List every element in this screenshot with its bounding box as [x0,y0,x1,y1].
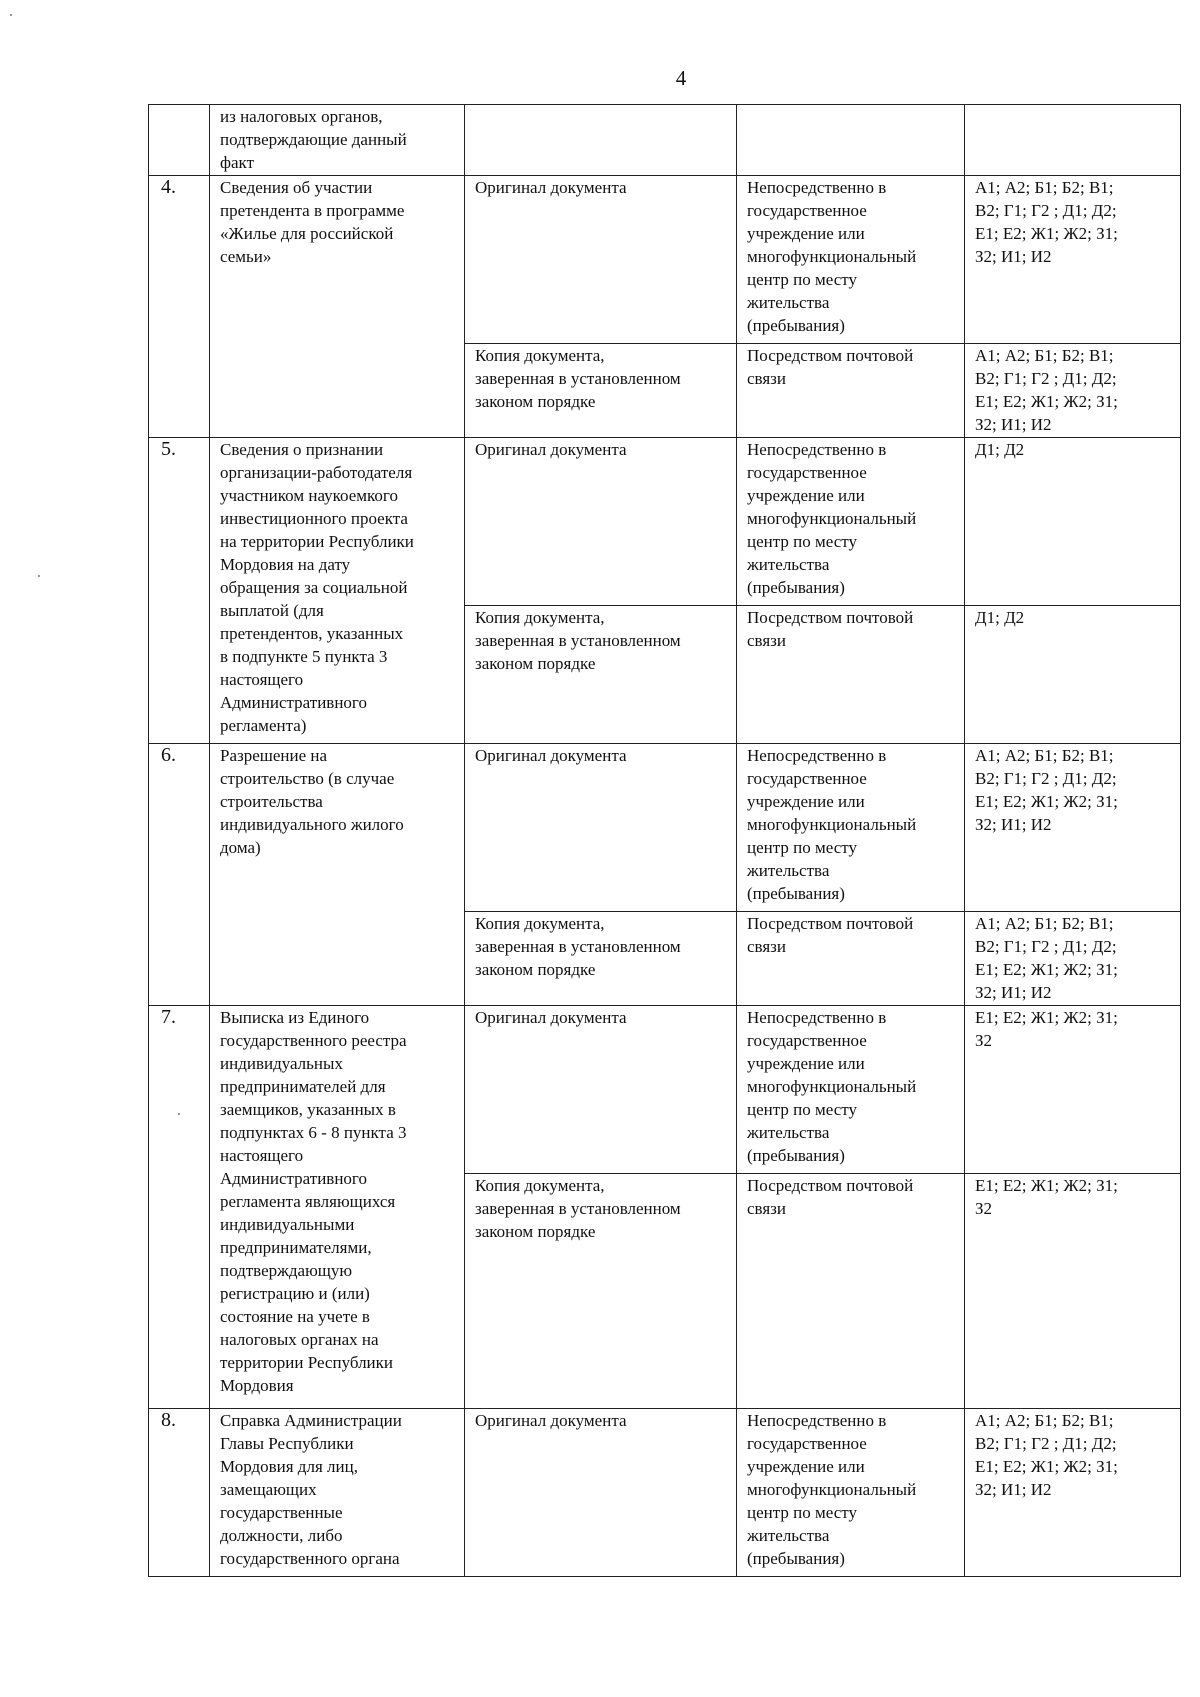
applicant-categories-cell: А1; А2; Б1; Б2; В1; В2; Г1; Г2 ; Д1; Д2; Е1; Е2; Ж1; Ж2; З1; З2; И1; И2 [965,912,1181,1006]
row-number-cell: 5. [149,438,210,744]
submission-way-cell: Непосредственно в государственное учреждение или многофункциональный центр по месту жительства (пребывания) [737,1006,965,1174]
applicant-categories-cell: А1; А2; Б1; Б2; В1; В2; Г1; Г2 ; Д1; Д2; Е1; Е2; Ж1; Ж2; З1; З2; И1; И2 [965,744,1181,912]
table-row [149,176,1181,344]
submission-form-cell: Копия документа, заверенная в установленном законом порядке [465,606,737,744]
submission-form-cell: Оригинал документа [465,438,737,606]
document-name-cell: из налоговых органов, подтверждающие данный факт [210,105,465,176]
applicant-categories-cell: А1; А2; Б1; Б2; В1; В2; Г1; Г2 ; Д1; Д2; Е1; Е2; Ж1; Ж2; З1; З2; И1; И2 [965,1409,1181,1577]
scan-speck [38,575,40,577]
document-name-cell: Справка Администрации Главы Республики Мордовия для лиц, замещающих государственные должности, либо государственного органа [210,1409,465,1577]
applicant-categories-cell: Д1; Д2 [965,438,1181,606]
submission-form-cell: Оригинал документа [465,744,737,912]
submission-form-cell: Оригинал документа [465,1006,737,1174]
applicant-categories-cell: Д1; Д2 [965,606,1181,744]
row-number-cell: 6. [149,744,210,1006]
applicant-categories-cell: А1; А2; Б1; Б2; В1; В2; Г1; Г2 ; Д1; Д2; Е1; Е2; Ж1; Ж2; З1; З2; И1; И2 [965,344,1181,438]
table-row [149,1409,1181,1577]
applicant-categories-cell: Е1; Е2; Ж1; Ж2; З1; З2 [965,1006,1181,1174]
page-number: 4 [675,66,687,90]
documents-table [148,104,1181,1577]
submission-way-cell: Посредством почтовой связи [737,1174,965,1409]
document-name-cell: Разрешение на строительство (в случае строительства индивидуального жилого дома) [210,744,465,1006]
submission-form-cell: Копия документа, заверенная в установленном законом порядке [465,344,737,438]
table-row [149,744,1181,912]
submission-form-cell: Оригинал документа [465,1409,737,1577]
submission-way-cell: Посредством почтовой связи [737,344,965,438]
submission-way-cell: Непосредственно в государственное учреждение или многофункциональный центр по месту жительства (пребывания) [737,438,965,606]
row-number-cell: 4. [149,176,210,438]
submission-way-cell: Непосредственно в государственное учреждение или многофункциональный центр по месту жительства (пребывания) [737,1409,965,1577]
document-name-cell: Сведения об участии претендента в программе «Жилье для российской семьи» [210,176,465,438]
submission-form-cell: Оригинал документа [465,176,737,344]
applicant-categories-cell: Е1; Е2; Ж1; Ж2; З1; З2 [965,1174,1181,1409]
applicant-categories-cell [965,105,1181,176]
submission-form-cell: Копия документа, заверенная в установленном законом порядке [465,1174,737,1409]
submission-way-cell: Посредством почтовой связи [737,912,965,1006]
scan-speck [10,14,12,16]
submission-form-cell: Копия документа, заверенная в установленном законом порядке [465,912,737,1006]
row-number-cell: 7. [149,1006,210,1409]
applicant-categories-cell: А1; А2; Б1; Б2; В1; В2; Г1; Г2 ; Д1; Д2; Е1; Е2; Ж1; Ж2; З1; З2; И1; И2 [965,176,1181,344]
table-row [149,1006,1181,1174]
submission-form-cell [465,105,737,176]
table-row-continuation [149,105,1181,176]
submission-way-cell [737,105,965,176]
row-number-cell [149,105,210,176]
submission-way-cell: Непосредственно в государственное учреждение или многофункциональный центр по месту жительства (пребывания) [737,744,965,912]
document-name-cell: Сведения о признании организации-работодателя участником наукоемкого инвестиционного проекта на территории Республики Мордовия на дату обращения за социальной выплатой (для претендентов, указанных в подпункте 5 пункта 3 настоящего Административного регламента) [210,438,465,744]
table-row [149,438,1181,606]
submission-way-cell: Непосредственно в государственное учреждение или многофункциональный центр по месту жительства (пребывания) [737,176,965,344]
submission-way-cell: Посредством почтовой связи [737,606,965,744]
document-name-cell: Выписка из Единого государственного реестра индивидуальных предпринимателей для заемщиков, указанных в подпунктах 6 - 8 пункта 3 настоящего Административного регламента являющихся индивидуальными предпринимателями, подтверждающую регистрацию и (или) состояние на учете в налоговых органах на территории Республики Мордовия [210,1006,465,1409]
row-number-cell: 8. [149,1409,210,1577]
